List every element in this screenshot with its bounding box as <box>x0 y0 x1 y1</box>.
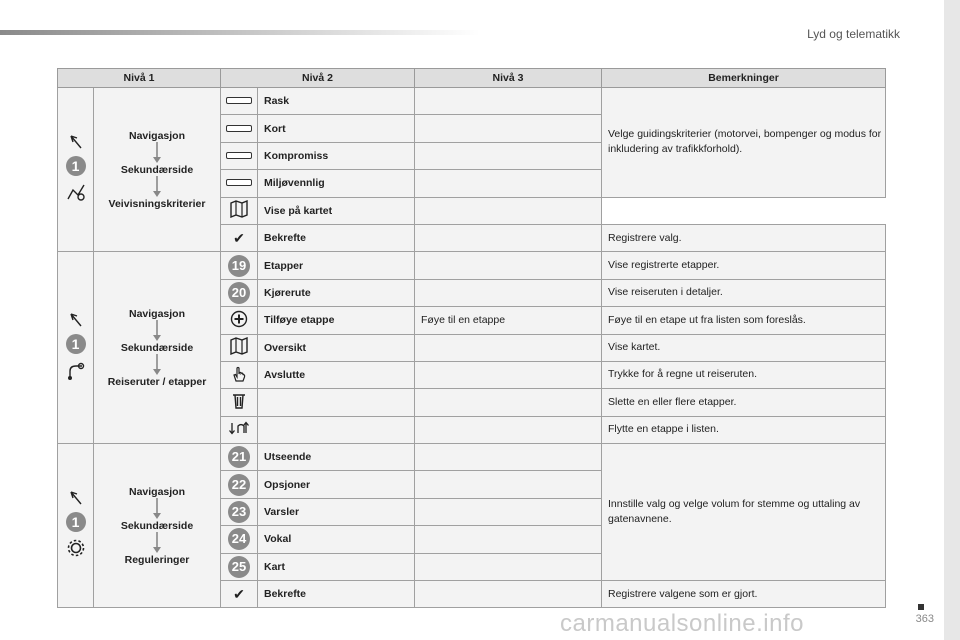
level2-label: Bekrefte <box>258 581 415 608</box>
page-edge-strip <box>944 0 960 640</box>
nav-path-step: Sekundærside <box>120 519 194 532</box>
nav-path-step: Reiseruter / etapper <box>107 375 207 388</box>
nav-path-step: Veivisningskriterier <box>108 197 206 210</box>
option-bar-icon <box>221 142 258 169</box>
level2-label: Bekrefte <box>258 224 415 251</box>
navigation-path <box>94 252 221 444</box>
remark-text: Vise kartet. <box>602 334 886 361</box>
navigation-menu-table <box>57 68 886 608</box>
number-badge-label: 21 <box>228 446 250 468</box>
level2-label <box>258 416 415 443</box>
nav-path-step: Sekundærside <box>120 163 194 176</box>
level2-label: Utseende <box>258 444 415 471</box>
remark-text: Vise registrerte etapper. <box>602 252 886 279</box>
level3-text <box>415 444 602 471</box>
level2-label: Rask <box>258 88 415 115</box>
col-header-remarks: Bemerkninger <box>602 69 886 88</box>
level2-label: Tilføye etappe <box>258 307 415 334</box>
level2-label: Kjørerute <box>258 279 415 306</box>
navigation-path <box>94 88 221 252</box>
level1-icons <box>58 252 94 444</box>
remark-text: Slette en eller flere etapper. <box>602 389 886 416</box>
level3-text <box>415 224 602 251</box>
navigation-icon <box>68 312 84 328</box>
table-row <box>58 252 886 279</box>
remark-text: Vise reiseruten i detaljer. <box>602 279 886 306</box>
remark-text: Føye til en etape ut fra listen som foreslås. <box>602 307 886 334</box>
level3-text <box>415 471 602 498</box>
level2-label: Vise på kartet <box>258 197 415 224</box>
nav-path-step: Navigasjon <box>128 129 186 142</box>
level3-text <box>415 526 602 553</box>
remark-text: Trykke for å regne ut reiseruten. <box>602 361 886 388</box>
level3-text <box>415 252 602 279</box>
table-row <box>58 88 886 115</box>
level3-text <box>415 279 602 306</box>
level3-text <box>415 361 602 388</box>
step-badge: 1 <box>66 512 86 532</box>
merged-remark: Velge guidingskriterier (motorvei, bompenger og modus for inkludering av trafikkforhold). <box>602 88 886 198</box>
table-header-row <box>58 69 886 88</box>
arrow-down-icon <box>152 142 162 164</box>
nav-path-step: Sekundærside <box>120 341 194 354</box>
page-marker <box>918 604 924 610</box>
remark-text: Flytte en etappe i listen. <box>602 416 886 443</box>
nav-path-step: Navigasjon <box>128 307 186 320</box>
level3-text <box>415 142 602 169</box>
level3-text: Føye til en etappe <box>415 307 602 334</box>
level2-label: Oversikt <box>258 334 415 361</box>
navigation-icon <box>68 490 84 506</box>
number-badge-label: 24 <box>228 528 250 550</box>
level3-text <box>415 88 602 115</box>
navigation-path <box>94 444 221 608</box>
page-number: 363 <box>915 613 934 625</box>
arrow-down-icon <box>152 320 162 342</box>
route-criteria-icon <box>66 182 86 205</box>
level3-text <box>415 197 602 224</box>
arrow-down-icon <box>152 532 162 554</box>
option-bar-icon <box>221 115 258 142</box>
level2-label: Kort <box>258 115 415 142</box>
watermark: carmanualsonline.info <box>560 610 804 637</box>
level2-label: Avslutte <box>258 361 415 388</box>
level1-icons <box>58 444 94 608</box>
move-arrows-icon <box>221 416 258 443</box>
nav-path-step: Reguleringer <box>124 553 190 566</box>
map-icon <box>221 334 258 361</box>
number-badge <box>221 471 258 498</box>
level3-text <box>415 115 602 142</box>
number-badge <box>221 444 258 471</box>
navigation-icon <box>68 134 84 150</box>
check-icon: ✔ <box>221 581 258 608</box>
level2-label: Varsler <box>258 498 415 525</box>
number-badge <box>221 252 258 279</box>
level3-text <box>415 170 602 197</box>
level3-text <box>415 389 602 416</box>
table-row <box>58 444 886 471</box>
number-badge-label: 23 <box>228 501 250 523</box>
check-icon: ✔ <box>221 224 258 251</box>
level2-label <box>258 389 415 416</box>
arrow-down-icon <box>152 498 162 520</box>
hand-pointer-icon <box>221 361 258 388</box>
level2-label: Vokal <box>258 526 415 553</box>
level2-label: Kart <box>258 553 415 580</box>
level2-label: Kompromiss <box>258 142 415 169</box>
route-stages-icon <box>66 360 86 383</box>
map-icon <box>221 197 258 224</box>
arrow-down-icon <box>152 176 162 198</box>
step-badge: 1 <box>66 156 86 176</box>
number-badge <box>221 279 258 306</box>
nav-path-step: Navigasjon <box>128 485 186 498</box>
col-header-level1: Nivå 1 <box>58 69 221 88</box>
step-badge: 1 <box>66 334 86 354</box>
option-bar-icon <box>221 88 258 115</box>
number-badge <box>221 526 258 553</box>
col-header-level2: Nivå 2 <box>221 69 415 88</box>
trash-icon <box>221 389 258 416</box>
col-header-level3: Nivå 3 <box>415 69 602 88</box>
merged-remark: Innstille valg og velge volum for stemme og uttaling av gatenavnene. <box>602 444 886 581</box>
remark-text: Registrere valgene som er gjort. <box>602 581 886 608</box>
level2-label: Miljøvennlig <box>258 170 415 197</box>
level3-text <box>415 416 602 443</box>
number-badge <box>221 498 258 525</box>
level1-icons <box>58 88 94 252</box>
header-gradient-bar <box>0 30 480 35</box>
number-badge <box>221 553 258 580</box>
number-badge-label: 25 <box>228 556 250 578</box>
number-badge-label: 19 <box>228 255 250 277</box>
number-badge-label: 22 <box>228 474 250 496</box>
option-bar-icon <box>221 170 258 197</box>
arrow-down-icon <box>152 354 162 376</box>
level3-text <box>415 498 602 525</box>
section-title: Lyd og telematikk <box>807 27 900 41</box>
level3-text <box>415 553 602 580</box>
settings-gear-icon <box>66 538 86 561</box>
level2-label: Opsjoner <box>258 471 415 498</box>
remark-text: Registrere valg. <box>602 224 886 251</box>
number-badge-label: 20 <box>228 282 250 304</box>
level3-text <box>415 334 602 361</box>
level3-text <box>415 581 602 608</box>
add-circle-icon <box>221 307 258 334</box>
level2-label: Etapper <box>258 252 415 279</box>
